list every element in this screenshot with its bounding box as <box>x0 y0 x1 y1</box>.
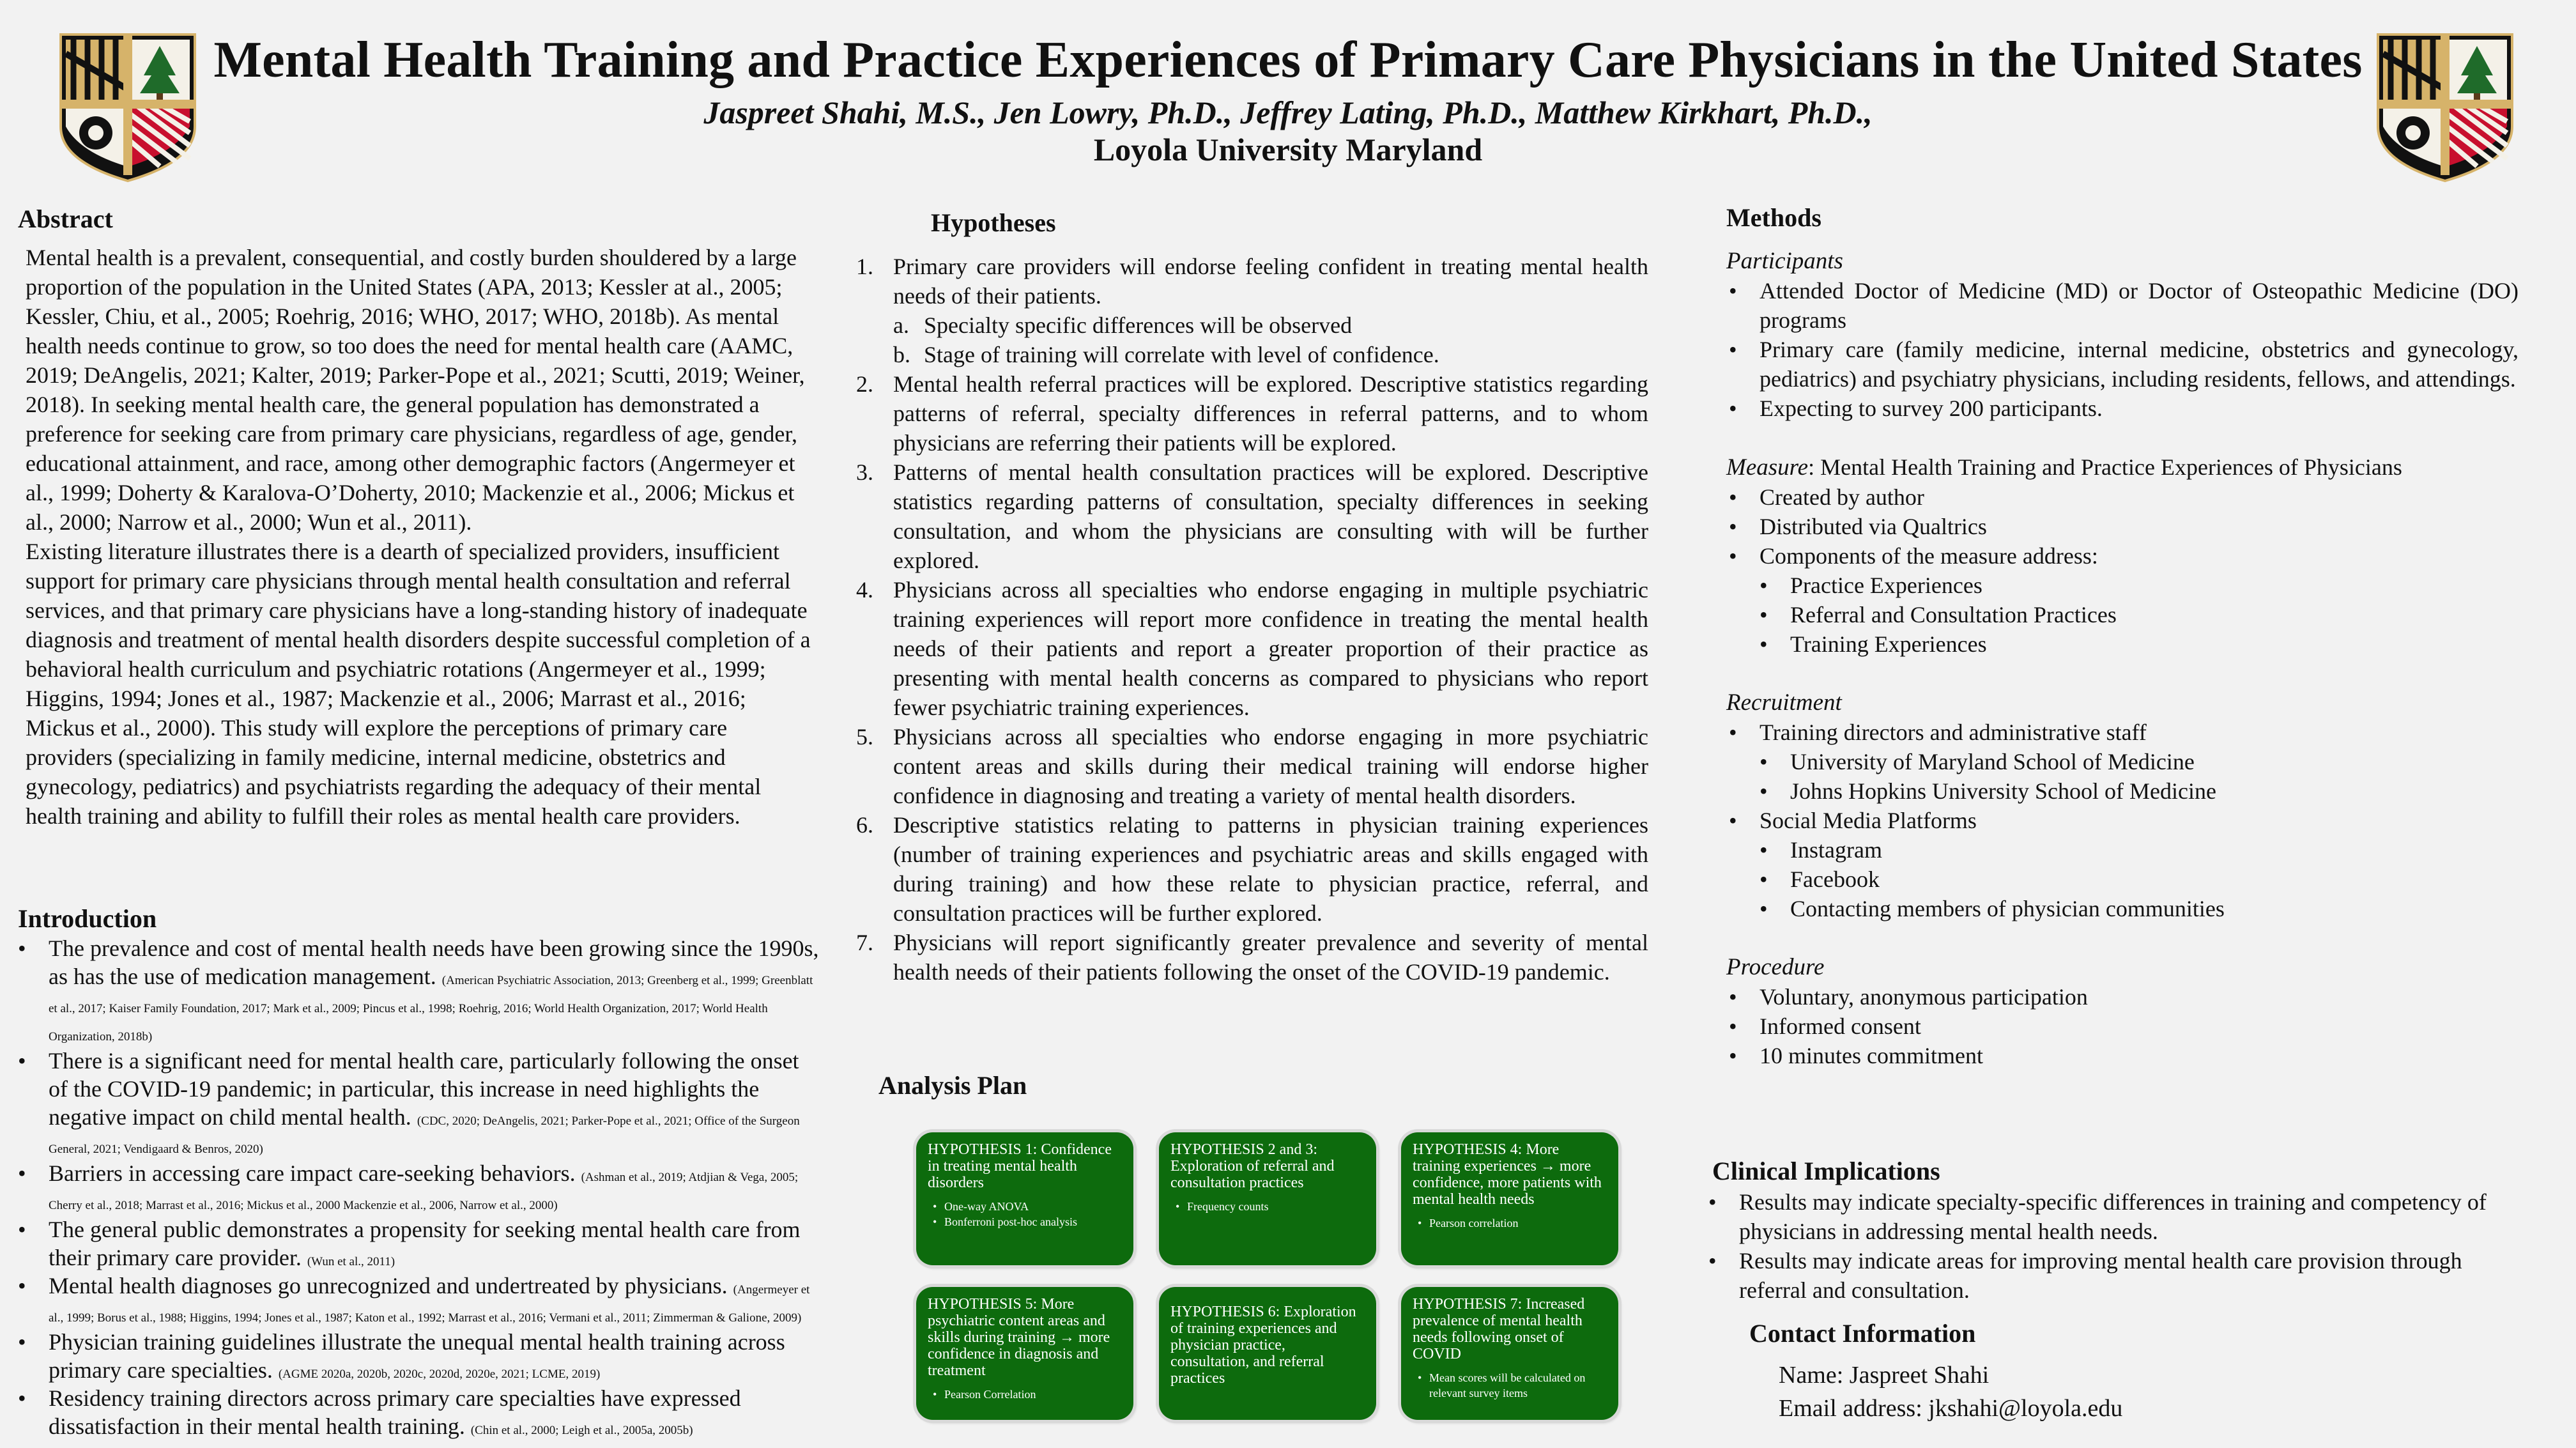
intro-point: There is a significant need for mental health care, particularly following the onset of the COVID-19 pandemic; in particular, this increase in need highlights the negative impact on child mental health. <box>49 1048 799 1130</box>
participants-label: Participants <box>1726 248 1843 274</box>
measure-line <box>1726 452 2518 482</box>
list-item: • Training directors and administrative staff <box>1726 718 2518 747</box>
hypothesis-item <box>856 458 1648 575</box>
list-item <box>15 1159 820 1215</box>
clinical-list <box>1706 1187 2524 1305</box>
list-item: • Components of the measure address: <box>1726 541 2518 571</box>
analysis-box-title: HYPOTHESIS 4: More training experiences → more confidence, more patients with mental health needs <box>1413 1141 1602 1208</box>
hypothesis-text: Mental health referral practices will be explored. Descriptive statistics regarding patterns of referral, specialty differences in referral patterns, and to whom physicians are referring their patients will be explored. <box>893 371 1648 456</box>
list-item: • Mean scores will be calculated on relevant survey items <box>1413 1370 1607 1401</box>
sub-hypothesis <box>893 311 1648 340</box>
list-item: • Informed consent <box>1726 1012 2518 1041</box>
list-item: • Johns Hopkins University School of Medicine <box>1726 776 2518 806</box>
hypothesis-item <box>856 810 1648 928</box>
list-item <box>15 1047 820 1159</box>
sub-hypothesis <box>893 340 1648 369</box>
list-item: • Facebook <box>1726 865 2518 894</box>
list-item: • Practice Experiences <box>1726 571 2518 600</box>
introduction-list <box>15 934 820 1440</box>
measure-sublist <box>1726 571 2518 659</box>
hypothesis-number: 5. <box>856 724 873 750</box>
hypothesis-item <box>856 575 1648 722</box>
list-item: • Frequency counts <box>1170 1199 1365 1214</box>
citation: (Chin et al., 2000; Leigh et al., 2005a, 2005b) <box>470 1424 693 1437</box>
intro-point: Barriers in accessing care impact care-seeking behaviors. <box>49 1160 576 1186</box>
analysis-box-title: HYPOTHESIS 2 and 3: Exploration of referral and consultation practices <box>1170 1141 1335 1191</box>
procedure-list <box>1726 982 2518 1070</box>
list-item: • Results may indicate areas for improving mental health care provision through referral and consultation. <box>1706 1246 2524 1305</box>
abstract-paragraph: Existing literature illustrates there is a dearth of specialized providers, insufficient support for primary care physicians through mental health consultation and referral services, and that primary care physicians have a long-standing history of inadequate diagnosis and treatment of mental health disorders despite successful completion of a behavioral health curriculum and psychiatric rotations (Angermeyer et al., 1999; Higgins, 1994; Jones et al., 1987; Mackenzie et al., 2006; Marrast et al., 2016; Mickus et al., 2000). This study will explore the perceptions of primary care providers (specializing in family medicine, internal medicine, obstetrics and gynecology, pediatrics) and psychiatrists regarding the adequacy of their mental health training and ability to fulfill their roles as mental health care providers. <box>26 539 811 829</box>
hypothesis-sublist <box>893 311 1648 369</box>
analysis-box-list <box>1413 1370 1607 1401</box>
poster-affiliation: Loyola University Maryland <box>1093 132 1483 167</box>
hypothesis-text: Physicians will report significantly greater prevalence and severity of mental health needs of their patients following the onset of the COVID-19 pandemic. <box>893 930 1648 985</box>
poster-title: Mental Health Training and Practice Experiences of Primary Care Physicians in the United States <box>213 32 2363 88</box>
list-item: • Pearson Correlation <box>928 1387 1122 1402</box>
abstract-heading: Abstract <box>18 204 113 233</box>
sub-number: a. <box>893 312 909 338</box>
introduction-heading: Introduction <box>18 904 157 933</box>
measure-list <box>1726 482 2518 571</box>
list-item: • University of Maryland School of Medicine <box>1726 747 2518 776</box>
recruitment-list <box>1726 806 2518 835</box>
citation: (CDC, 2020; DeAngelis, 2021; Parker-Pope et al., 2021; Office of the Surgeon General, 2021; Vendigaard & Benros, 2020) <box>49 1114 800 1156</box>
analysis-box-hypothesis-6 <box>1159 1287 1376 1420</box>
analysis-box-hypothesis-5 <box>916 1287 1133 1420</box>
methods-section <box>1726 247 2518 1070</box>
list-item <box>15 1328 820 1384</box>
hypothesis-item <box>856 722 1648 810</box>
analysis-box-hypothesis-4 <box>1401 1132 1618 1265</box>
hypothesis-text: Patterns of mental health consultation practices will be explored. Descriptive statistics regarding patterns of consultation, specialty differences in seeking consultation, and whom the physicians are consulting with will be further explored. <box>893 459 1648 573</box>
list-item: • Results may indicate specialty-specific differences in training and competency of physicians in addressing mental health needs. <box>1706 1187 2524 1246</box>
list-item: • Attended Doctor of Medicine (MD) or Doctor of Osteopathic Medicine (DO) programs <box>1726 276 2518 335</box>
hypothesis-number: 2. <box>856 371 873 397</box>
hypothesis-item <box>856 928 1648 987</box>
intro-point: The general public demonstrates a propensity for seeking mental health care from their primary care provider. <box>49 1217 801 1270</box>
hypothesis-item <box>856 369 1648 458</box>
hypotheses-heading: Hypotheses <box>931 208 1056 237</box>
hypotheses-list <box>856 252 1648 987</box>
citation: (Wun et al., 2011) <box>307 1255 395 1268</box>
recruitment-list <box>1726 718 2518 747</box>
list-item: • Expecting to survey 200 participants. <box>1726 394 2518 423</box>
analysis-box-list <box>928 1199 1122 1229</box>
intro-point: Residency training directors across primary care specialties have expressed dissatisfaction in their mental health training. <box>49 1385 741 1439</box>
recruitment-sublist <box>1726 747 2518 806</box>
list-item: • Primary care (family medicine, internal medicine, obstetrics and gynecology, pediatrics) and psychiatry physicians, including residents, fellows, and attendings. <box>1726 335 2518 394</box>
hypothesis-number: 4. <box>856 577 873 603</box>
clinical-section <box>1706 1187 2524 1305</box>
contact-name: Name: Jaspreet Shahi <box>1779 1362 1989 1389</box>
list-item: • Voluntary, anonymous participation <box>1726 982 2518 1012</box>
list-item: • Instagram <box>1726 835 2518 865</box>
list-item <box>15 1215 820 1272</box>
analysis-box-hypothesis-2-3 <box>1159 1132 1376 1265</box>
abstract-section <box>26 243 818 831</box>
contact-heading: Contact Information <box>1749 1319 1976 1348</box>
analysis-box-hypothesis-1 <box>916 1132 1133 1265</box>
list-item: • Created by author <box>1726 482 2518 512</box>
recruitment-label: Recruitment <box>1726 689 1842 716</box>
hypothesis-text: Descriptive statistics relating to patterns in physician training experiences (number of training experiences and psychiatric areas and skills engaged with during training) and how these relate to physician practice, referral, and consultation practices will be further explored. <box>893 812 1648 926</box>
citation: (AGME 2020a, 2020b, 2020c, 2020d, 2020e, 2021; LCME, 2019) <box>278 1367 601 1381</box>
list-item: • Distributed via Qualtrics <box>1726 512 2518 541</box>
methods-heading: Methods <box>1726 203 1821 232</box>
list-item <box>15 1272 820 1328</box>
analysis-box-title: HYPOTHESIS 6: Exploration of training experiences and physician practice, consultation, and referral practices <box>1170 1304 1356 1387</box>
clinical-heading: Clinical Implications <box>1712 1157 1940 1185</box>
analysis-box-list <box>1413 1215 1607 1231</box>
list-item: • Pearson correlation <box>1413 1215 1607 1231</box>
list-item: • One-way ANOVA <box>928 1199 1122 1214</box>
analysis-box-title: HYPOTHESIS 5: More psychiatric content areas and skills during training → more confidence in diagnosis and treatment <box>928 1296 1110 1379</box>
sub-number: b. <box>893 342 910 367</box>
contact-email[interactable]: Email address: jkshahi@loyola.edu <box>1779 1395 2123 1422</box>
list-item <box>15 934 820 1047</box>
measure-label: Measure <box>1726 454 1809 481</box>
introduction-section <box>15 934 820 1440</box>
hypothesis-text: Primary care providers will endorse feeling confident in treating mental health needs of their patients. <box>893 254 1648 309</box>
analysis-heading: Analysis Plan <box>878 1071 1027 1100</box>
citation: (Ashman et al., 2019; Atdjian & Vega, 2005; Cherry et al., 2018; Marrast et al., 2016; Mickus et al., 2000 Mackenzie et al., 2006, Narrow et al., 2000) <box>49 1171 799 1212</box>
hypothesis-text: Physicians across all specialties who endorse engaging in multiple psychiatric training experiences will report more confidence in treating the mental health needs of their patients and report a greater proportion of their practice as presenting with mental health concerns as compared to physicians who report fewer psychiatric training experiences. <box>893 577 1648 720</box>
list-item: • Bonferroni post-hoc analysis <box>928 1214 1122 1229</box>
hypothesis-number: 3. <box>856 459 873 485</box>
intro-point: The prevalence and cost of mental health needs have been growing since the 1990s, as has the use of medication management. <box>49 936 819 989</box>
citation: (Angermeyer et al., 1999; Borus et al., 1988; Higgins, 1994; Jones et al., 1987; Katon et al., 1992; Marrast et al., 2016; Vermani et al., 2011; Zimmerman & Galione, 2009) <box>49 1283 810 1325</box>
hypothesis-item <box>856 252 1648 369</box>
intro-point: Mental health diagnoses go unrecognized and undertreated by physicians. <box>49 1273 728 1298</box>
list-item: • Social Media Platforms <box>1726 806 2518 835</box>
hypothesis-number: 7. <box>856 930 873 955</box>
poster-authors: Jaspreet Shahi, M.S., Jen Lowry, Ph.D., Jeffrey Lating, Ph.D., Matthew Kirkhart, Ph.D., <box>703 95 1873 130</box>
citation: (American Psychiatric Association, 2013; Greenberg et al., 1999; Greenblatt et al., 2017; Kaiser Family Foundation, 2017; Mark et al., 2009; Pincus et al., 1998; Roehrig, 2016; World Health Organization, 2017; World Health Organization, 2018b) <box>49 974 813 1044</box>
hypotheses-section <box>856 252 1648 987</box>
analysis-box-hypothesis-7 <box>1401 1287 1618 1420</box>
sub-text: Stage of training will correlate with level of confidence. <box>924 342 1439 367</box>
sub-text: Specialty specific differences will be observed <box>924 312 1353 338</box>
list-item: • 10 minutes commitment <box>1726 1041 2518 1070</box>
analysis-box-list <box>928 1387 1122 1402</box>
analysis-box-title: HYPOTHESIS 7: Increased prevalence of mental health needs following onset of COVID <box>1413 1296 1585 1362</box>
list-item: • Contacting members of physician communities <box>1726 894 2518 923</box>
hypothesis-number: 6. <box>856 812 873 838</box>
hypothesis-number: 1. <box>856 254 873 279</box>
analysis-box-list <box>1170 1199 1365 1214</box>
hypothesis-text: Physicians across all specialties who endorse engaging in more psychiatric content areas and skills during their medical training will endorse higher confidence in diagnosing and treating a variety of mental health disorders. <box>893 724 1648 808</box>
recruitment-sublist <box>1726 835 2518 923</box>
list-item: • Training Experiences <box>1726 629 2518 659</box>
contact-section <box>1779 1359 2122 1425</box>
analysis-box-title: HYPOTHESIS 1: Confidence in treating mental health disorders <box>928 1141 1112 1191</box>
participants-list <box>1726 276 2518 423</box>
abstract-paragraph: Mental health is a prevalent, consequential, and costly burden shouldered by a large proportion of the population in the United States (APA, 2013; Kessler at al., 2005; Kessler, Chiu, et al., 2005; Roehrig, 2016; WHO, 2017; WHO, 2018b). As mental health needs continue to grow, so too does the need for mental health care (AAMC, 2019; DeAngelis, 2021; Kalter, 2019; Parker-Pope et al., 2021; Scutti, 2019; Weiner, 2018). In seeking mental health care, the general population has demonstrated a preference for seeking care from primary care physicians, regardless of age, gender, educational attainment, and race, among other demographic factors (Angermeyer et al., 1999; Doherty & Karalova-O’Doherty, 2010; Mackenzie et al., 2006; Mickus et al., 2000; Narrow et al., 2000; Wun et al., 2011). <box>26 245 805 535</box>
procedure-label: Procedure <box>1726 954 1825 980</box>
list-item <box>15 1384 820 1440</box>
list-item: • Referral and Consultation Practices <box>1726 600 2518 629</box>
intro-point: Physician training guidelines illustrate the unequal mental health training across primary care specialties. <box>49 1329 785 1383</box>
measure-text: : Mental Health Training and Practice Experiences of Physicians <box>1808 454 2402 480</box>
